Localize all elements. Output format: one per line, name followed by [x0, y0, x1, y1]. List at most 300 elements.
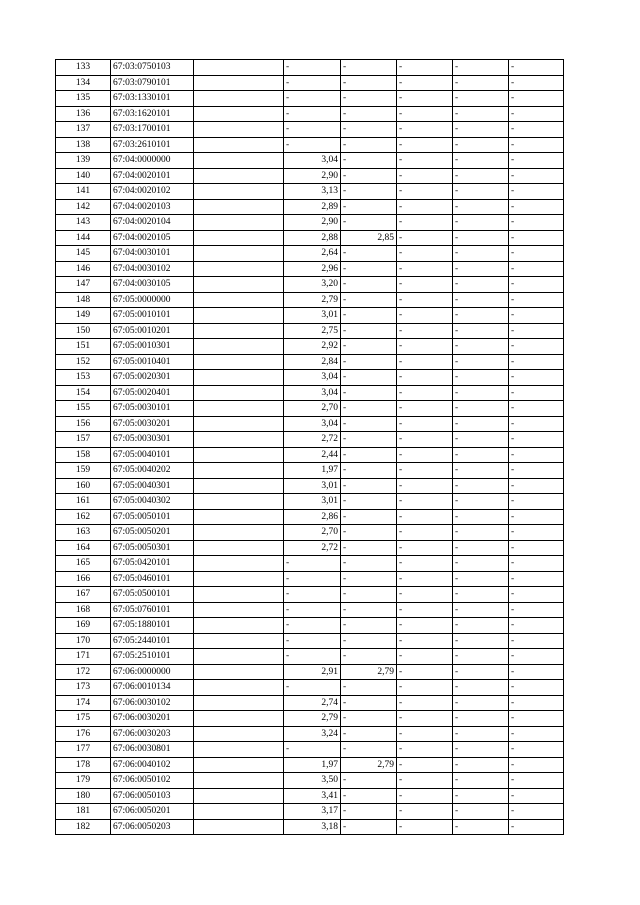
value-3-cell: -: [397, 137, 453, 153]
cadastral-code-cell: 67:04:0020103: [111, 199, 194, 215]
empty-cell: [194, 308, 284, 324]
cadastral-code-cell: 67:06:0030102: [111, 695, 194, 711]
value-4-cell: -: [453, 401, 509, 417]
value-5-cell: -: [509, 773, 564, 789]
cadastral-code-cell: 67:06:0010134: [111, 680, 194, 696]
table-row: [56, 199, 564, 215]
value-5-cell: -: [509, 478, 564, 494]
value-3-cell: -: [397, 757, 453, 773]
empty-cell: [194, 246, 284, 262]
table-row: [56, 509, 564, 525]
table-row: [56, 91, 564, 107]
value-2-cell: -: [341, 277, 397, 293]
value-3-cell: -: [397, 742, 453, 758]
table-row: [56, 633, 564, 649]
value-4-cell: -: [453, 308, 509, 324]
value-2-cell: -: [341, 91, 397, 107]
empty-cell: [194, 509, 284, 525]
value-4-cell: -: [453, 230, 509, 246]
value-1-cell: 3,01: [284, 478, 341, 494]
value-2-cell: -: [341, 401, 397, 417]
cadastral-code-cell: 67:05:0460101: [111, 571, 194, 587]
row-number-cell: 151: [56, 339, 111, 355]
empty-cell: [194, 664, 284, 680]
value-1-cell: 2,72: [284, 432, 341, 448]
value-2-cell: -: [341, 726, 397, 742]
cadastral-code-cell: 67:05:0000000: [111, 292, 194, 308]
value-3-cell: -: [397, 494, 453, 510]
cadastral-code-cell: 67:03:0750103: [111, 60, 194, 76]
value-2-cell: -: [341, 60, 397, 76]
table-row: [56, 494, 564, 510]
row-number-cell: 161: [56, 494, 111, 510]
value-5-cell: -: [509, 726, 564, 742]
empty-cell: [194, 416, 284, 432]
table-row: [56, 618, 564, 634]
value-5-cell: -: [509, 292, 564, 308]
value-5-cell: -: [509, 494, 564, 510]
cadastral-code-cell: 67:05:0020401: [111, 385, 194, 401]
value-3-cell: -: [397, 153, 453, 169]
table-row: [56, 711, 564, 727]
value-2-cell: -: [341, 168, 397, 184]
value-4-cell: -: [453, 432, 509, 448]
cadastral-code-cell: 67:03:1700101: [111, 122, 194, 138]
table-row: [56, 153, 564, 169]
value-5-cell: -: [509, 649, 564, 665]
value-3-cell: -: [397, 339, 453, 355]
table-row: [56, 308, 564, 324]
value-5-cell: -: [509, 602, 564, 618]
cadastral-code-cell: 67:05:1880101: [111, 618, 194, 634]
row-number-cell: 173: [56, 680, 111, 696]
table-row: [56, 106, 564, 122]
value-1-cell: 2,86: [284, 509, 341, 525]
value-1-cell: 2,70: [284, 401, 341, 417]
empty-cell: [194, 339, 284, 355]
value-1-cell: 1,97: [284, 463, 341, 479]
empty-cell: [194, 91, 284, 107]
table-row: [56, 757, 564, 773]
cadastral-code-cell: 67:06:0030801: [111, 742, 194, 758]
value-4-cell: -: [453, 106, 509, 122]
row-number-cell: 168: [56, 602, 111, 618]
value-1-cell: 2,72: [284, 540, 341, 556]
value-4-cell: -: [453, 122, 509, 138]
value-5-cell: -: [509, 447, 564, 463]
value-3-cell: -: [397, 726, 453, 742]
value-5-cell: -: [509, 416, 564, 432]
row-number-cell: 157: [56, 432, 111, 448]
value-2-cell: -: [341, 618, 397, 634]
empty-cell: [194, 757, 284, 773]
row-number-cell: 172: [56, 664, 111, 680]
value-1-cell: 3,41: [284, 788, 341, 804]
value-3-cell: -: [397, 587, 453, 603]
empty-cell: [194, 463, 284, 479]
value-4-cell: -: [453, 354, 509, 370]
value-3-cell: -: [397, 463, 453, 479]
row-number-cell: 152: [56, 354, 111, 370]
table-row: [56, 215, 564, 231]
value-4-cell: -: [453, 261, 509, 277]
value-1-cell: 3,04: [284, 370, 341, 386]
value-4-cell: -: [453, 664, 509, 680]
value-5-cell: -: [509, 556, 564, 572]
value-2-cell: -: [341, 354, 397, 370]
empty-cell: [194, 447, 284, 463]
value-2-cell: 2,79: [341, 757, 397, 773]
value-4-cell: -: [453, 137, 509, 153]
cadastral-code-cell: 67:06:0030203: [111, 726, 194, 742]
value-1-cell: 2,90: [284, 215, 341, 231]
value-1-cell: -: [284, 106, 341, 122]
value-4-cell: -: [453, 773, 509, 789]
row-number-cell: 145: [56, 246, 111, 262]
cadastral-code-cell: 67:05:2510101: [111, 649, 194, 665]
cadastral-code-cell: 67:03:2610101: [111, 137, 194, 153]
value-1-cell: -: [284, 122, 341, 138]
value-5-cell: -: [509, 757, 564, 773]
value-5-cell: -: [509, 246, 564, 262]
cadastral-code-cell: 67:05:0030301: [111, 432, 194, 448]
table-row: [56, 525, 564, 541]
value-3-cell: -: [397, 618, 453, 634]
empty-cell: [194, 323, 284, 339]
table-row: [56, 292, 564, 308]
value-4-cell: -: [453, 633, 509, 649]
empty-cell: [194, 230, 284, 246]
value-5-cell: -: [509, 60, 564, 76]
value-4-cell: -: [453, 184, 509, 200]
value-3-cell: -: [397, 122, 453, 138]
empty-cell: [194, 184, 284, 200]
value-2-cell: -: [341, 463, 397, 479]
value-2-cell: -: [341, 556, 397, 572]
value-2-cell: -: [341, 788, 397, 804]
value-5-cell: -: [509, 385, 564, 401]
row-number-cell: 182: [56, 819, 111, 835]
row-number-cell: 175: [56, 711, 111, 727]
value-1-cell: 3,20: [284, 277, 341, 293]
row-number-cell: 171: [56, 649, 111, 665]
value-5-cell: -: [509, 277, 564, 293]
empty-cell: [194, 401, 284, 417]
row-number-cell: 177: [56, 742, 111, 758]
value-2-cell: -: [341, 122, 397, 138]
value-2-cell: -: [341, 432, 397, 448]
value-3-cell: -: [397, 416, 453, 432]
value-3-cell: -: [397, 540, 453, 556]
value-5-cell: -: [509, 633, 564, 649]
cadastral-code-cell: 67:06:0050103: [111, 788, 194, 804]
empty-cell: [194, 153, 284, 169]
value-5-cell: -: [509, 230, 564, 246]
value-1-cell: 2,79: [284, 711, 341, 727]
row-number-cell: 136: [56, 106, 111, 122]
empty-cell: [194, 773, 284, 789]
empty-cell: [194, 726, 284, 742]
empty-cell: [194, 385, 284, 401]
value-4-cell: -: [453, 742, 509, 758]
value-4-cell: -: [453, 246, 509, 262]
value-4-cell: -: [453, 556, 509, 572]
value-3-cell: -: [397, 230, 453, 246]
empty-cell: [194, 277, 284, 293]
value-3-cell: -: [397, 370, 453, 386]
value-3-cell: -: [397, 788, 453, 804]
table-row: [56, 788, 564, 804]
table-row: [56, 478, 564, 494]
empty-cell: [194, 587, 284, 603]
table-row: [56, 277, 564, 293]
value-2-cell: -: [341, 246, 397, 262]
row-number-cell: 166: [56, 571, 111, 587]
value-4-cell: -: [453, 168, 509, 184]
value-2-cell: -: [341, 184, 397, 200]
value-3-cell: -: [397, 556, 453, 572]
value-1-cell: 3,18: [284, 819, 341, 835]
value-3-cell: -: [397, 432, 453, 448]
table-row: [56, 804, 564, 820]
value-1-cell: 1,97: [284, 757, 341, 773]
value-3-cell: -: [397, 308, 453, 324]
value-3-cell: -: [397, 215, 453, 231]
cadastral-code-cell: 67:05:0500101: [111, 587, 194, 603]
table-row: [56, 184, 564, 200]
value-1-cell: 3,24: [284, 726, 341, 742]
value-3-cell: -: [397, 277, 453, 293]
value-5-cell: -: [509, 401, 564, 417]
value-1-cell: -: [284, 137, 341, 153]
value-2-cell: -: [341, 587, 397, 603]
value-1-cell: -: [284, 742, 341, 758]
value-4-cell: -: [453, 819, 509, 835]
table-row: [56, 587, 564, 603]
value-5-cell: -: [509, 463, 564, 479]
cadastral-code-cell: 67:04:0020101: [111, 168, 194, 184]
value-4-cell: -: [453, 292, 509, 308]
empty-cell: [194, 711, 284, 727]
value-4-cell: -: [453, 618, 509, 634]
value-1-cell: 3,50: [284, 773, 341, 789]
table-row: [56, 168, 564, 184]
value-5-cell: -: [509, 742, 564, 758]
empty-cell: [194, 432, 284, 448]
value-1-cell: 2,91: [284, 664, 341, 680]
value-1-cell: 2,88: [284, 230, 341, 246]
value-5-cell: -: [509, 432, 564, 448]
value-4-cell: -: [453, 463, 509, 479]
value-3-cell: -: [397, 509, 453, 525]
value-5-cell: -: [509, 509, 564, 525]
value-1-cell: -: [284, 75, 341, 91]
value-4-cell: -: [453, 680, 509, 696]
value-2-cell: 2,79: [341, 664, 397, 680]
value-1-cell: -: [284, 649, 341, 665]
value-5-cell: -: [509, 571, 564, 587]
value-5-cell: -: [509, 695, 564, 711]
cadastral-code-cell: 67:06:0050203: [111, 819, 194, 835]
empty-cell: [194, 695, 284, 711]
row-number-cell: 181: [56, 804, 111, 820]
cadastral-code-cell: 67:04:0000000: [111, 153, 194, 169]
table-row: [56, 230, 564, 246]
value-2-cell: -: [341, 649, 397, 665]
value-5-cell: -: [509, 819, 564, 835]
value-4-cell: -: [453, 153, 509, 169]
cadastral-code-cell: 67:05:0030201: [111, 416, 194, 432]
value-5-cell: -: [509, 323, 564, 339]
row-number-cell: 165: [56, 556, 111, 572]
value-3-cell: -: [397, 168, 453, 184]
value-4-cell: -: [453, 478, 509, 494]
table-row: [56, 664, 564, 680]
row-number-cell: 169: [56, 618, 111, 634]
empty-cell: [194, 540, 284, 556]
value-4-cell: -: [453, 339, 509, 355]
row-number-cell: 137: [56, 122, 111, 138]
row-number-cell: 143: [56, 215, 111, 231]
value-2-cell: -: [341, 261, 397, 277]
table-row: [56, 726, 564, 742]
value-3-cell: -: [397, 773, 453, 789]
table-row: [56, 261, 564, 277]
value-2-cell: -: [341, 385, 397, 401]
value-4-cell: -: [453, 695, 509, 711]
row-number-cell: 150: [56, 323, 111, 339]
row-number-cell: 147: [56, 277, 111, 293]
value-2-cell: -: [341, 819, 397, 835]
value-2-cell: -: [341, 323, 397, 339]
row-number-cell: 154: [56, 385, 111, 401]
empty-cell: [194, 292, 284, 308]
cadastral-code-cell: 67:04:0030102: [111, 261, 194, 277]
value-3-cell: -: [397, 261, 453, 277]
value-3-cell: -: [397, 199, 453, 215]
cadastral-code-cell: 67:06:0030201: [111, 711, 194, 727]
empty-cell: [194, 122, 284, 138]
row-number-cell: 134: [56, 75, 111, 91]
value-2-cell: -: [341, 137, 397, 153]
value-1-cell: 2,75: [284, 323, 341, 339]
value-4-cell: -: [453, 788, 509, 804]
table-row: [56, 819, 564, 835]
value-5-cell: -: [509, 199, 564, 215]
value-3-cell: -: [397, 385, 453, 401]
empty-cell: [194, 75, 284, 91]
empty-cell: [194, 370, 284, 386]
value-4-cell: -: [453, 757, 509, 773]
value-2-cell: -: [341, 742, 397, 758]
value-3-cell: -: [397, 75, 453, 91]
value-4-cell: -: [453, 447, 509, 463]
value-4-cell: -: [453, 602, 509, 618]
value-4-cell: -: [453, 649, 509, 665]
table-row: [56, 447, 564, 463]
table-row: [56, 60, 564, 76]
value-4-cell: -: [453, 804, 509, 820]
value-3-cell: -: [397, 106, 453, 122]
value-2-cell: -: [341, 804, 397, 820]
value-1-cell: -: [284, 602, 341, 618]
value-1-cell: 3,17: [284, 804, 341, 820]
value-5-cell: -: [509, 680, 564, 696]
empty-cell: [194, 804, 284, 820]
empty-cell: [194, 137, 284, 153]
value-5-cell: -: [509, 354, 564, 370]
row-number-cell: 158: [56, 447, 111, 463]
table-row: [56, 416, 564, 432]
value-3-cell: -: [397, 633, 453, 649]
value-3-cell: -: [397, 91, 453, 107]
value-4-cell: -: [453, 540, 509, 556]
value-4-cell: -: [453, 525, 509, 541]
value-2-cell: 2,85: [341, 230, 397, 246]
table-row: [56, 137, 564, 153]
cadastral-code-cell: 67:05:0040302: [111, 494, 194, 510]
value-5-cell: -: [509, 618, 564, 634]
value-4-cell: -: [453, 571, 509, 587]
value-4-cell: -: [453, 370, 509, 386]
cadastral-code-cell: 67:06:0050102: [111, 773, 194, 789]
value-1-cell: -: [284, 556, 341, 572]
cadastral-code-cell: 67:05:0050201: [111, 525, 194, 541]
data-table: [55, 59, 564, 835]
value-2-cell: -: [341, 292, 397, 308]
cadastral-code-cell: 67:05:0030101: [111, 401, 194, 417]
table-row: [56, 401, 564, 417]
empty-cell: [194, 680, 284, 696]
value-1-cell: -: [284, 91, 341, 107]
cadastral-code-cell: 67:04:0020105: [111, 230, 194, 246]
table-row: [56, 602, 564, 618]
row-number-cell: 141: [56, 184, 111, 200]
table-body: [56, 60, 564, 835]
value-1-cell: 2,84: [284, 354, 341, 370]
cadastral-code-cell: 67:05:0420101: [111, 556, 194, 572]
value-3-cell: -: [397, 401, 453, 417]
value-4-cell: -: [453, 277, 509, 293]
row-number-cell: 139: [56, 153, 111, 169]
value-3-cell: -: [397, 525, 453, 541]
value-5-cell: -: [509, 215, 564, 231]
cadastral-code-cell: 67:06:0040102: [111, 757, 194, 773]
row-number-cell: 153: [56, 370, 111, 386]
table-row: [56, 742, 564, 758]
table-row: [56, 695, 564, 711]
value-1-cell: -: [284, 60, 341, 76]
empty-cell: [194, 571, 284, 587]
row-number-cell: 163: [56, 525, 111, 541]
value-1-cell: -: [284, 633, 341, 649]
value-5-cell: -: [509, 184, 564, 200]
value-2-cell: -: [341, 602, 397, 618]
cadastral-code-cell: 67:06:0050201: [111, 804, 194, 820]
value-4-cell: -: [453, 726, 509, 742]
value-1-cell: 3,04: [284, 153, 341, 169]
value-3-cell: -: [397, 323, 453, 339]
row-number-cell: 135: [56, 91, 111, 107]
cadastral-code-cell: 67:05:0010301: [111, 339, 194, 355]
value-2-cell: -: [341, 494, 397, 510]
empty-cell: [194, 819, 284, 835]
value-5-cell: -: [509, 804, 564, 820]
value-5-cell: -: [509, 788, 564, 804]
cadastral-code-cell: 67:05:0010101: [111, 308, 194, 324]
value-3-cell: -: [397, 602, 453, 618]
value-3-cell: -: [397, 478, 453, 494]
